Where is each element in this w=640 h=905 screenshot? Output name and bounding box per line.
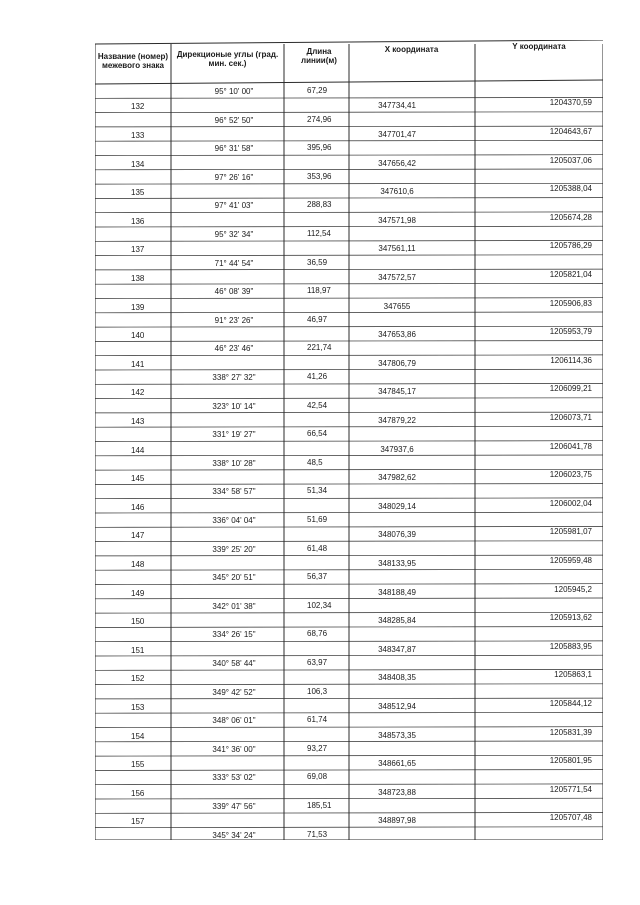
- x-coordinate-cell: 348897,98: [378, 816, 416, 826]
- line-length-cell: 395,96: [307, 143, 332, 153]
- line-length-cell: 51,34: [307, 486, 328, 496]
- marker-name-cell: 150: [131, 617, 145, 627]
- x-coordinate-cell: 347571,98: [378, 215, 416, 225]
- direction-angle-cell: 331° 19' 27": [212, 430, 256, 440]
- marker-name-cell: 146: [131, 502, 145, 512]
- direction-angle-cell: 96° 31' 58": [214, 144, 254, 154]
- marker-name-cell: 152: [131, 674, 145, 684]
- y-coordinate-cell: 1206114,36: [550, 355, 592, 365]
- direction-angle-cell: 338° 27' 32": [212, 373, 256, 382]
- line-length-cell: 112,54: [307, 229, 331, 238]
- marker-name-cell: 138: [131, 273, 145, 283]
- line-length-cell: 63,97: [307, 658, 328, 667]
- direction-angle-cell: 91° 23' 26": [214, 315, 254, 325]
- line-length-cell: 118,97: [307, 286, 331, 296]
- marker-name-cell: 151: [131, 645, 145, 655]
- line-length-cell: 221,74: [307, 343, 332, 353]
- table-grid-lines: [95, 40, 603, 840]
- line-length-cell: 102,34: [307, 600, 332, 610]
- y-coordinate-cell: 1206041,78: [549, 441, 592, 451]
- x-coordinate-cell: 348661,65: [378, 759, 416, 769]
- direction-angle-cell: 334° 26' 15": [212, 630, 256, 640]
- y-coordinate-cell: 1205786,29: [549, 241, 592, 251]
- line-length-cell: 185,51: [307, 801, 332, 810]
- direction-angle-cell: 71° 44' 54": [214, 258, 254, 268]
- y-coordinate-cell: 1205981,07: [549, 527, 592, 537]
- direction-angle-cell: 336° 04' 04": [212, 516, 256, 525]
- direction-angle-cell: 323° 10' 14": [212, 401, 256, 411]
- line-length-cell: 41,26: [307, 372, 328, 381]
- marker-name-cell: 134: [131, 159, 145, 169]
- line-length-cell: 288,83: [307, 200, 332, 210]
- marker-name-cell: 154: [131, 731, 145, 741]
- y-coordinate-cell: 1206073,71: [549, 412, 592, 422]
- y-coordinate-cell: 1206023,75: [549, 470, 592, 480]
- x-coordinate-cell: 347937,6: [380, 444, 414, 454]
- line-length-cell: 66,54: [307, 429, 328, 439]
- x-coordinate-cell: 347572,57: [378, 272, 416, 282]
- line-length-cell: 46,97: [307, 314, 328, 324]
- marker-name-cell: 139: [131, 302, 145, 312]
- marker-name-cell: 135: [131, 188, 145, 198]
- marker-name-cell: 147: [131, 531, 145, 541]
- direction-angle-cell: 95° 32' 34": [214, 230, 254, 239]
- x-coordinate-cell: 347655: [383, 301, 411, 311]
- header-x-coordinate: X координата: [384, 45, 439, 54]
- y-coordinate-cell: 1206099,21: [549, 384, 592, 394]
- y-coordinate-cell: 1205945,2: [554, 584, 592, 594]
- y-coordinate-cell: 1205821,04: [549, 269, 592, 279]
- x-coordinate-cell: 348188,49: [378, 587, 416, 597]
- marker-name-cell: 145: [131, 474, 145, 484]
- marker-name-cell: 142: [131, 388, 145, 398]
- marker-name-cell: 157: [131, 817, 145, 827]
- x-coordinate-cell: 347734,41: [378, 101, 416, 111]
- marker-name-cell: 137: [131, 245, 145, 255]
- marker-name-cell: 140: [131, 331, 145, 341]
- direction-angle-cell: 339° 47' 56": [212, 802, 256, 811]
- line-length-cell: 69,08: [307, 772, 328, 782]
- y-coordinate-cell: 1205953,79: [549, 327, 592, 337]
- y-coordinate-cell: 1205831,39: [549, 727, 592, 737]
- x-coordinate-cell: 348408,35: [378, 673, 416, 683]
- y-coordinate-cell: 1205801,95: [549, 756, 592, 766]
- direction-angle-cell: 349° 42' 52": [212, 687, 256, 697]
- marker-name-cell: 144: [131, 445, 145, 455]
- x-coordinate-cell: 348512,94: [378, 701, 416, 711]
- direction-angle-cell: 97° 41' 03": [214, 201, 254, 211]
- y-coordinate-cell: 1205913,62: [549, 613, 592, 623]
- marker-name-cell: 148: [131, 559, 145, 569]
- x-coordinate-cell: 347879,22: [378, 415, 416, 425]
- line-length-cell: 68,76: [307, 629, 328, 639]
- direction-angle-cell: 334° 58' 57": [212, 487, 256, 497]
- x-coordinate-cell: 347701,47: [378, 129, 416, 139]
- marker-name-cell: 149: [131, 588, 145, 598]
- y-coordinate-cell: 1205906,83: [549, 298, 592, 308]
- marker-name-cell: 153: [131, 702, 145, 712]
- header-y-coordinate: Y координата: [512, 42, 566, 51]
- y-coordinate-cell: 1204370,59: [549, 98, 592, 108]
- direction-angle-cell: 345° 34' 24": [212, 830, 256, 840]
- x-coordinate-cell: 348573,35: [378, 730, 416, 740]
- direction-angle-cell: 339° 25' 20": [212, 544, 256, 554]
- x-coordinate-cell: 347561,11: [378, 244, 416, 254]
- line-length-cell: 42,54: [307, 400, 328, 410]
- y-coordinate-cell: 1205674,28: [549, 212, 592, 222]
- line-length-cell: 61,74: [307, 715, 328, 725]
- marker-name-cell: 136: [131, 216, 145, 226]
- marker-name-cell: 143: [131, 416, 145, 426]
- direction-angle-cell: 333° 53' 02": [212, 773, 256, 783]
- direction-angle-cell: 338° 10' 28": [212, 458, 256, 468]
- x-coordinate-cell: 348076,39: [378, 530, 416, 540]
- x-coordinate-cell: 347806,79: [378, 358, 416, 368]
- line-length-cell: 56,37: [307, 572, 328, 582]
- x-coordinate-cell: 348723,88: [378, 787, 416, 797]
- direction-angle-cell: 97° 26' 16": [214, 172, 254, 182]
- x-coordinate-cell: 347845,17: [378, 387, 416, 397]
- x-coordinate-cell: 348285,84: [378, 616, 416, 626]
- x-coordinate-cell: 347610,6: [380, 187, 414, 197]
- line-length-cell: 36,59: [307, 257, 328, 267]
- line-length-cell: 61,48: [307, 543, 328, 553]
- header-marker-name: Название (номер) межевого знака: [97, 52, 169, 70]
- y-coordinate-cell: 1205707,48: [549, 813, 592, 823]
- y-coordinate-cell: 1205771,54: [549, 784, 592, 794]
- line-length-cell: 353,96: [307, 171, 332, 181]
- y-coordinate-cell: 1205959,48: [549, 555, 592, 565]
- coordinate-table: [95, 40, 603, 840]
- y-coordinate-cell: 1204643,67: [549, 126, 592, 136]
- direction-angle-cell: 340° 58' 44": [212, 659, 256, 668]
- marker-name-cell: 156: [131, 788, 145, 798]
- line-length-cell: 51,69: [307, 515, 328, 524]
- line-length-cell: 274,96: [307, 114, 332, 124]
- direction-angle-cell: 345° 20' 51": [212, 573, 256, 583]
- y-coordinate-cell: 1206002,04: [549, 498, 592, 508]
- y-coordinate-cell: 1205037,06: [549, 155, 592, 165]
- marker-name-cell: 132: [131, 102, 145, 112]
- direction-angle-cell: 342° 01' 38": [212, 601, 256, 611]
- x-coordinate-cell: 347656,42: [378, 158, 416, 168]
- line-length-cell: 106,3: [307, 686, 328, 696]
- marker-name-cell: 155: [131, 760, 145, 770]
- direction-angle-cell: 46° 23' 46": [214, 344, 254, 354]
- direction-angle-cell: 46° 08' 39": [214, 287, 254, 297]
- direction-angle-cell: 96° 52' 50": [214, 115, 254, 125]
- y-coordinate-cell: 1205844,12: [549, 698, 592, 708]
- marker-name-cell: 141: [131, 359, 145, 369]
- line-length-cell: 67,29: [307, 86, 328, 95]
- x-coordinate-cell: 347982,62: [378, 473, 416, 483]
- y-coordinate-cell: 1205388,04: [549, 184, 592, 194]
- direction-angle-cell: 341° 36' 00": [212, 744, 256, 754]
- header-line-length: Длина линии(м): [301, 47, 337, 65]
- y-coordinate-cell: 1205883,95: [549, 641, 592, 651]
- x-coordinate-cell: 348133,95: [378, 558, 416, 568]
- marker-name-cell: 133: [131, 130, 145, 140]
- direction-angle-cell: 348° 06' 01": [212, 716, 256, 726]
- line-length-cell: 93,27: [307, 743, 328, 753]
- header-direction-angles: Дирекционые углы (град. мин. сек.): [176, 50, 279, 68]
- direction-angle-cell: 95° 10' 00": [214, 87, 254, 96]
- line-length-cell: 71,53: [307, 829, 328, 839]
- y-coordinate-cell: 1205863,1: [554, 670, 592, 680]
- x-coordinate-cell: 348029,14: [378, 501, 416, 511]
- line-length-cell: 48,5: [307, 457, 323, 467]
- x-coordinate-cell: 347653,86: [378, 330, 416, 340]
- x-coordinate-cell: 348347,87: [378, 644, 416, 654]
